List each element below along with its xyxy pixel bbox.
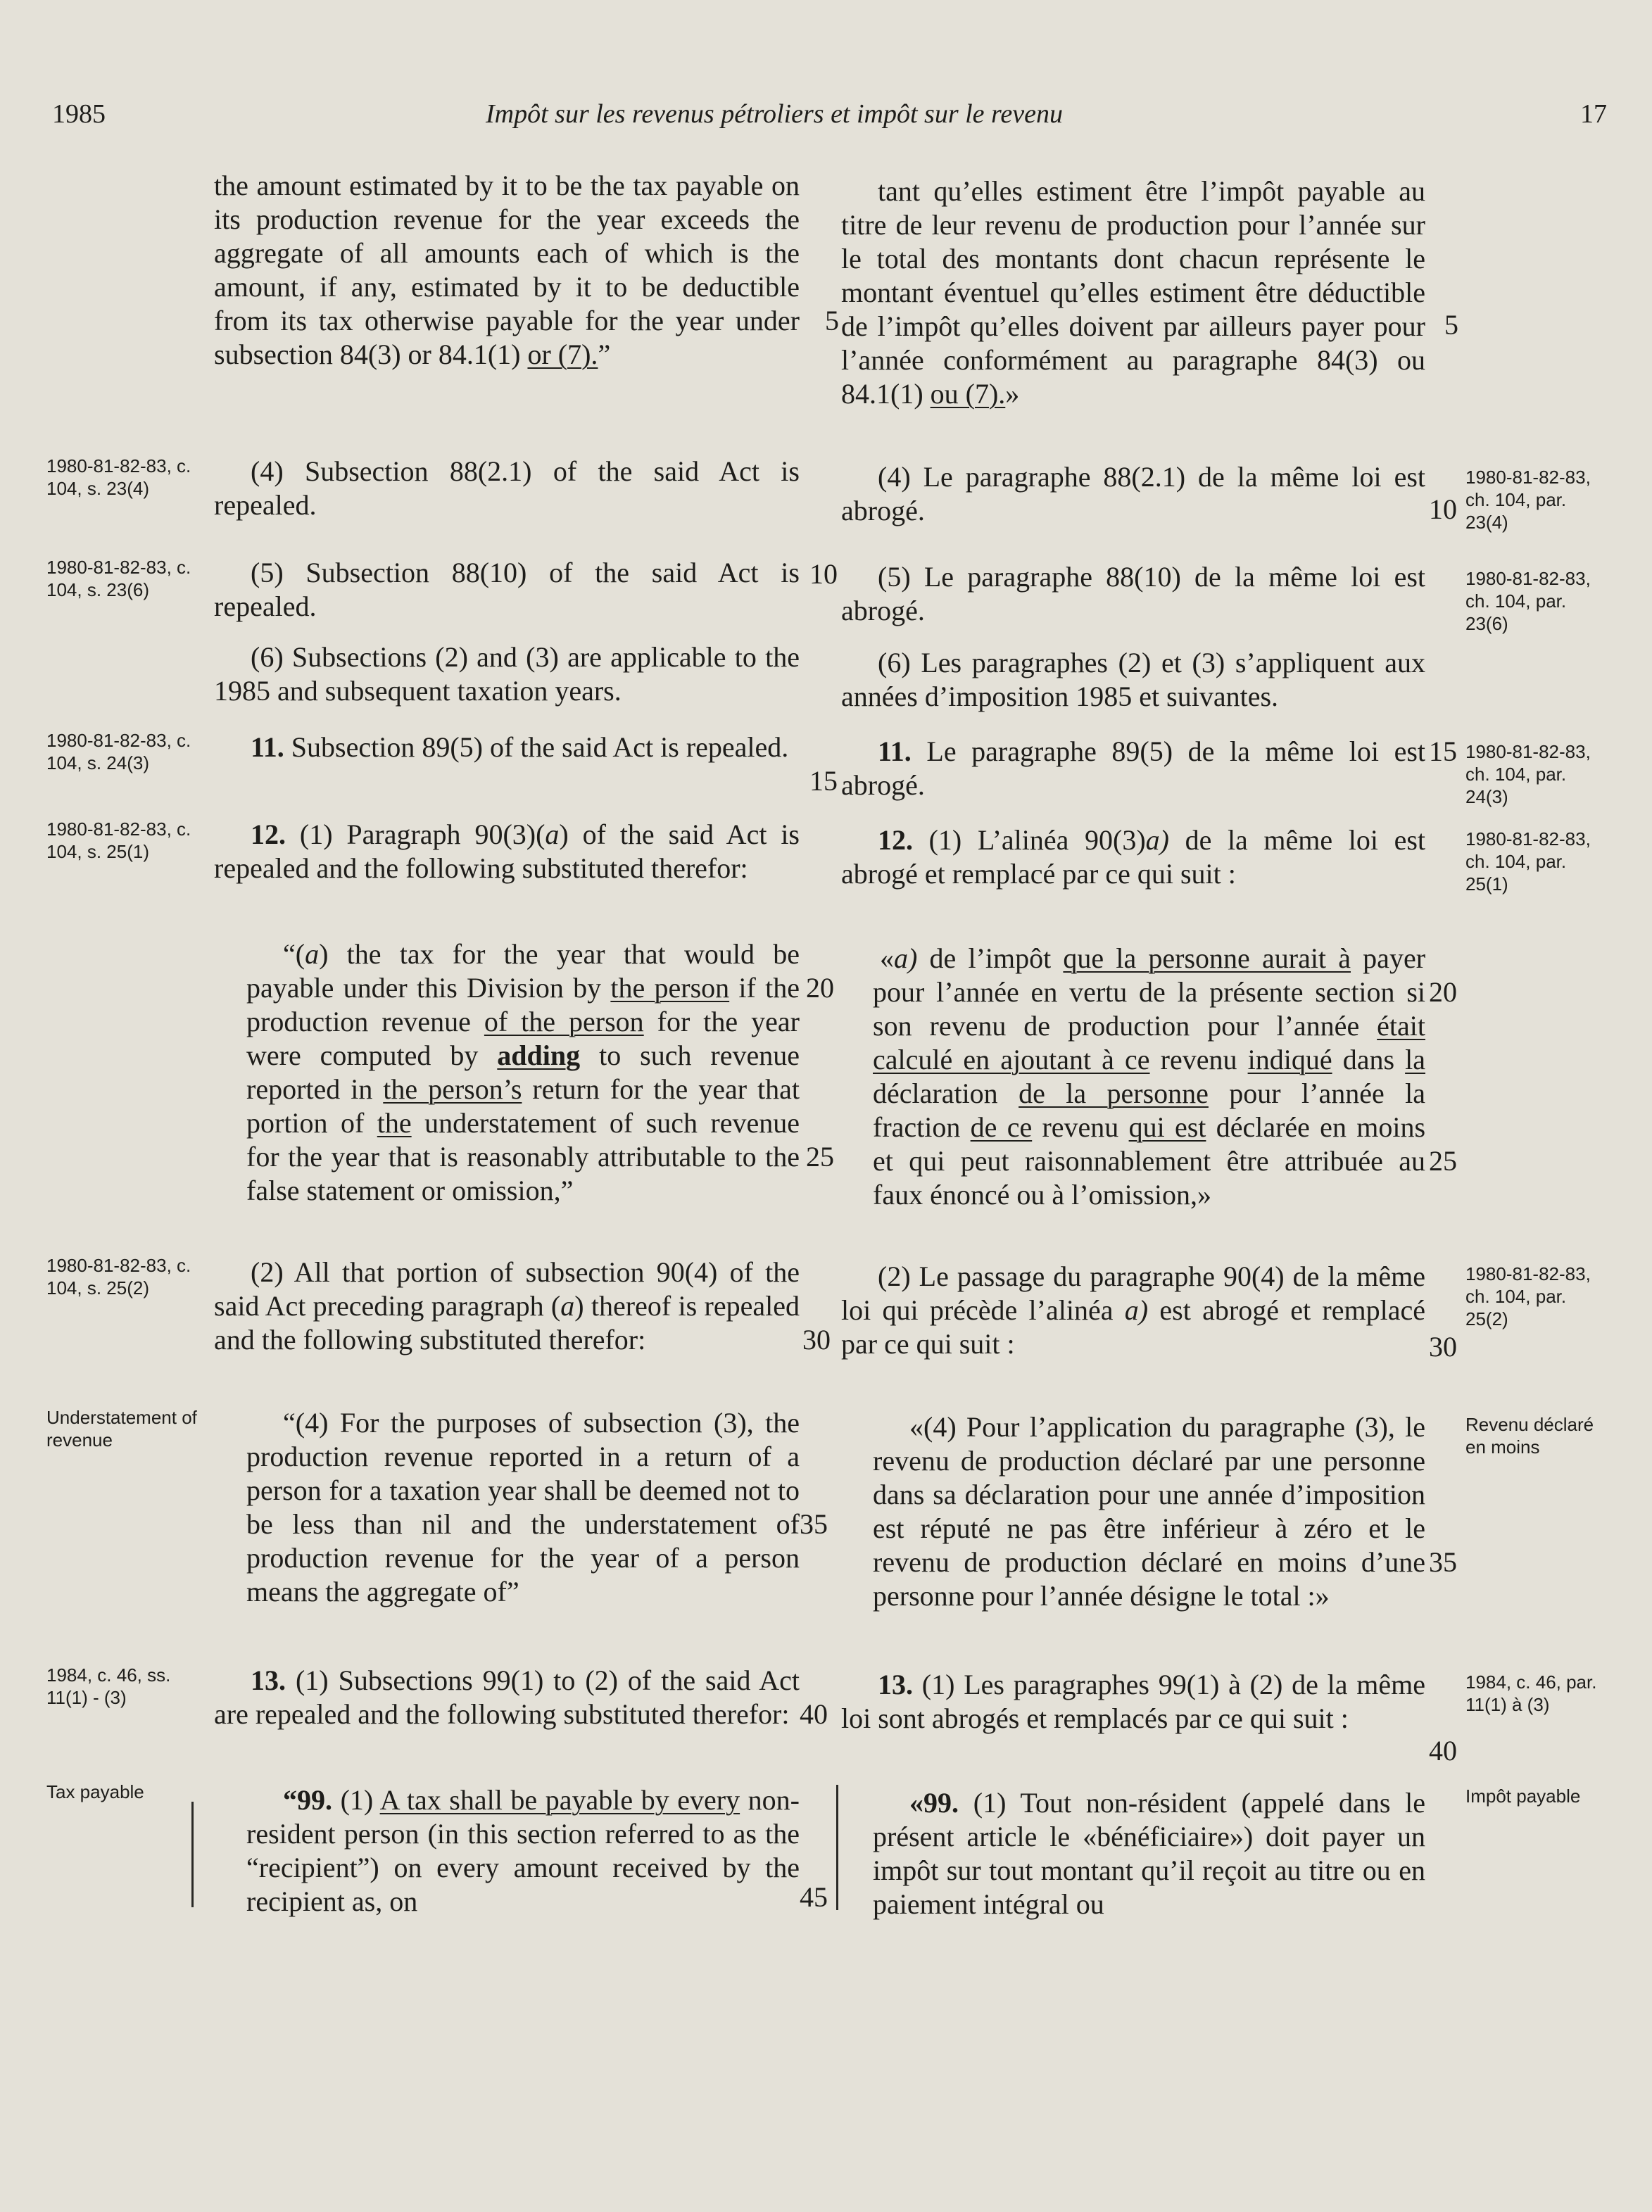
margin-note-right: 1980-81-82-83, ch. 104, par. 25(1): [1465, 828, 1591, 895]
page-number: 17: [1580, 99, 1607, 129]
margin-note-right: 1980-81-82-83, ch. 104, par. 23(4): [1465, 467, 1591, 533]
fr-paragraph-continuation: tant qu’elles estiment être l’impôt payable au titre de leur revenu de production pour l’année sur le total des montants dont chacun représente le montant éventuel qu’elles estiment être déductible de l’impôt qu’elles doivent par ailleurs payer pour l’année conformément au paragraphe 84(3) ou 84.1(1) ou (7).»: [841, 175, 1425, 410]
header-title: Impôt sur les revenus pétroliers et impôt sur le revenu: [486, 99, 1064, 129]
margin-note-right: 1980-81-82-83, ch. 104, par. 25(2): [1465, 1263, 1591, 1329]
margin-note-right: Impôt payable: [1465, 1786, 1581, 1807]
line-number: 35: [800, 1508, 828, 1540]
margin-note-left: Understatement of revenue: [46, 1407, 197, 1451]
margin-note-left: Tax payable: [46, 1781, 144, 1802]
en-quoted-subsection-4: “(4) For the purposes of subsection (3), the production revenue reported in a return of a person for a taxation year shall be deemed not to be less than nil and the understatement of production revenue for the year of a person means the aggregate of”: [246, 1407, 800, 1607]
fr-subsection-2: (2) Le passage du paragraphe 90(4) de la même loi qui précède l’alinéa a) est abrogé et remplacé par ce qui suit :: [841, 1260, 1425, 1360]
line-number: 35: [1429, 1546, 1457, 1578]
line-number: 25: [1429, 1145, 1457, 1177]
line-number: 30: [1429, 1331, 1457, 1363]
en-section-13: 13. (1) Subsections 99(1) to (2) of the said Act are repealed and the following substituted therefor:: [214, 1664, 800, 1730]
margin-note-left: 1980-81-82-83, c. 104, s. 24(3): [46, 730, 191, 773]
fr-quoted-section-99: «99. (1) Tout non-résident (appelé dans le présent article le «bénéficiaire») doit payer un impôt sur tout montant qu’il reçoit au titre ou en paiement intégral ou: [873, 1787, 1425, 1920]
line-number: 25: [806, 1141, 834, 1173]
line-number: 45: [800, 1881, 828, 1913]
en-section-12: 12. (1) Paragraph 90(3)(a) of the said Act is repealed and the following substituted therefor:: [214, 819, 800, 884]
en-subsection-5: (5) Subsection 88(10) of the said Act is repealed.: [214, 557, 800, 622]
fr-subsection-4: (4) Le paragraphe 88(2.1) de la même loi est abrogé.: [841, 461, 1425, 526]
header-year: 1985: [52, 99, 106, 129]
en-quoted-section-99: “99. (1) A tax shall be payable by every non-resident person (in this section referred to as the “recipient”) on every amount received by the recipient as, on: [246, 1784, 800, 1917]
en-section-11: 11. Subsection 89(5) of the said Act is repealed.: [251, 731, 789, 763]
fr-subsection-5: (5) Le paragraphe 88(10) de la même loi est abrogé.: [841, 561, 1425, 626]
fr-section-13: 13. (1) Les paragraphes 99(1) à (2) de la même loi sont abrogés et remplacés par ce qui suit :: [841, 1669, 1425, 1734]
change-bar-left: [191, 1802, 194, 1907]
margin-note-left: 1980-81-82-83, c. 104, s. 23(4): [46, 455, 191, 499]
en-paragraph-continuation: the amount estimated by it to be the tax payable on its production revenue for the year exceeds the aggregate of all amounts each of which is the amount, if any, estimated by it to be deductible from its tax otherwise payable for the year under subsection 84(3) or 84.1(1) or (7).”: [214, 170, 800, 370]
en-subsection-2: (2) All that portion of subsection 90(4) of the said Act preceding paragraph (a) thereof is repealed and the following substituted therefor:: [214, 1256, 800, 1355]
line-number: 20: [806, 972, 834, 1004]
en-subsection-6: (6) Subsections (2) and (3) are applicable to the 1985 and subsequent taxation years.: [214, 641, 800, 707]
margin-note-right: Revenu déclaré en moins: [1465, 1414, 1594, 1458]
margin-note-left: 1980-81-82-83, c. 104, s. 25(2): [46, 1255, 191, 1298]
line-number: 15: [809, 765, 838, 797]
en-subsection-4: (4) Subsection 88(2.1) of the said Act is repealed.: [214, 455, 800, 521]
margin-note-right: 1984, c. 46, par. 11(1) à (3): [1465, 1671, 1597, 1715]
fr-section-12: 12. (1) L’alinéa 90(3)a) de la même loi est abrogé et remplacé par ce qui suit :: [841, 824, 1425, 890]
line-number: 40: [1429, 1735, 1457, 1767]
change-bar-center: [836, 1785, 838, 1910]
fr-subsection-6: (6) Les paragraphes (2) et (3) s’appliquent aux années d’imposition 1985 et suivantes.: [841, 647, 1425, 712]
line-number: 5: [825, 305, 839, 336]
fr-section-11: 11. Le paragraphe 89(5) de la même loi est abrogé.: [841, 735, 1425, 801]
fr-quoted-paragraph-a: «a) de l’impôt que la personne aurait à payer pour l’année en vertu de la présente section si son revenu de production pour l’année était calculé en ajoutant à ce revenu indiqué dans la déclaration de la personne pour l’année la fraction de ce revenu qui est déclarée en moins et qui peut raisonnablement être attribuée au faux énoncé ou à l’omission,»: [873, 942, 1426, 1211]
en-quoted-paragraph-a: “(a) the tax for the year that would be payable under this Division by the person if the production revenue of the person for the year were computed by adding to such revenue reported in the person’s return for the year that portion of the understatement of such revenue for the year that is reasonably attributable to the false statement or omission,”: [246, 938, 800, 1206]
line-number: 5: [1444, 309, 1458, 341]
margin-note-right: 1980-81-82-83, ch. 104, par. 23(6): [1465, 568, 1591, 634]
line-number: 15: [1429, 735, 1457, 767]
line-number: 40: [800, 1698, 828, 1730]
margin-note-left: 1980-81-82-83, c. 104, s. 25(1): [46, 819, 191, 862]
line-number: 20: [1429, 976, 1457, 1008]
margin-note-left: 1980-81-82-83, c. 104, s. 23(6): [46, 557, 191, 600]
line-number: 30: [802, 1324, 831, 1355]
line-number: 10: [1429, 493, 1457, 525]
margin-note-right: 1980-81-82-83, ch. 104, par. 24(3): [1465, 741, 1591, 807]
line-number: 10: [809, 558, 838, 590]
margin-note-left: 1984, c. 46, ss. 11(1) - (3): [46, 1664, 171, 1708]
fr-quoted-subsection-4: «(4) Pour l’application du paragraphe (3), le revenu de production déclaré par une personne dans sa déclaration pour une année d’imposition est réputé ne pas être inférieur à zéro et le revenu de production déclaré en moins d’une personne pour l’année désigne le total :»: [873, 1411, 1425, 1612]
